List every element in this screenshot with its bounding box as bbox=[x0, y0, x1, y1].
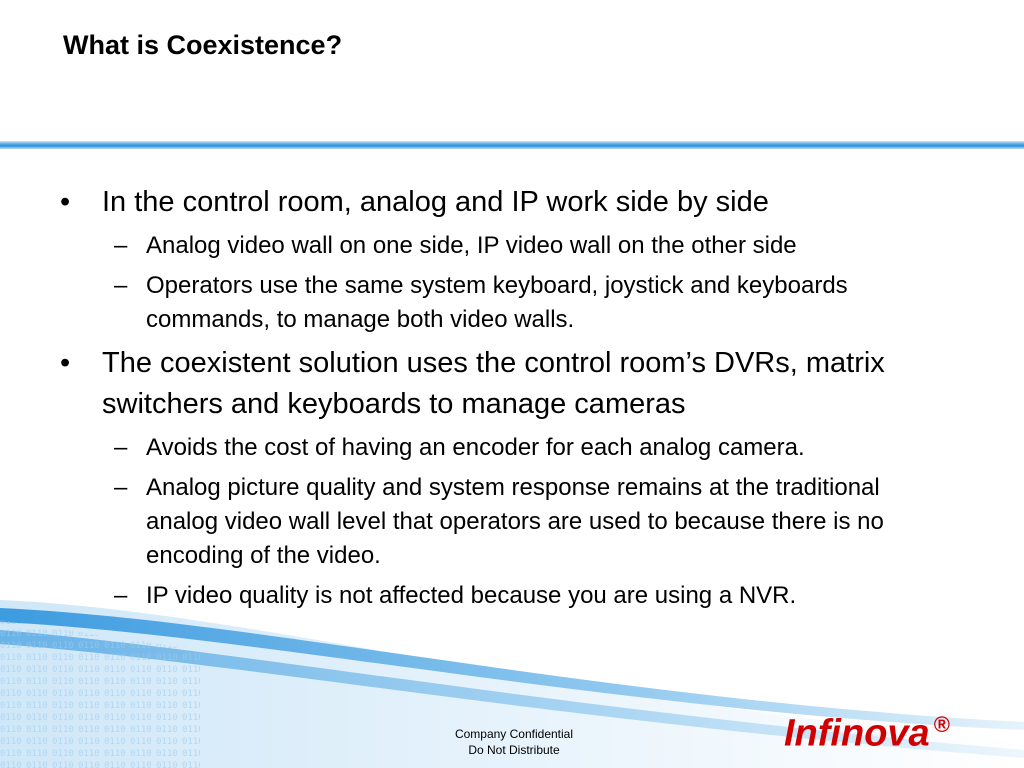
bullet-item: • The coexistent solution uses the control room’s DVRs, matrix switchers and keyboards to manage cameras bbox=[58, 343, 958, 425]
sub-bullet-item: – Analog picture quality and system response remains at the traditional analog video wall level that operators are used to because there is no encoding of the video. bbox=[58, 471, 958, 573]
slide-title: What is Coexistence? bbox=[63, 30, 343, 60]
footer-line-1: Company Confidential bbox=[454, 727, 574, 741]
sub-bullet-item: – Avoids the cost of having an encoder for each analog camera. bbox=[58, 431, 958, 465]
footer-line-2: Do Not Distribute bbox=[468, 743, 560, 757]
company-logo bbox=[784, 712, 950, 756]
logo-text: Infinova bbox=[784, 712, 930, 755]
footer-confidential bbox=[414, 726, 614, 758]
bullet-item: • In the control room, analog and IP work side by side bbox=[58, 182, 958, 223]
sub-bullet-item: – IP video quality is not affected because you are using a NVR. bbox=[58, 579, 958, 613]
sub-bullet-item: – Operators use the same system keyboard, joystick and keyboards commands, to manage both video walls. bbox=[58, 269, 958, 337]
header-divider bbox=[0, 141, 1024, 149]
sub-bullet-item: – Analog video wall on one side, IP video wall on the other side bbox=[58, 229, 958, 263]
registered-mark: ® bbox=[933, 712, 950, 737]
bullet-list bbox=[58, 182, 958, 619]
